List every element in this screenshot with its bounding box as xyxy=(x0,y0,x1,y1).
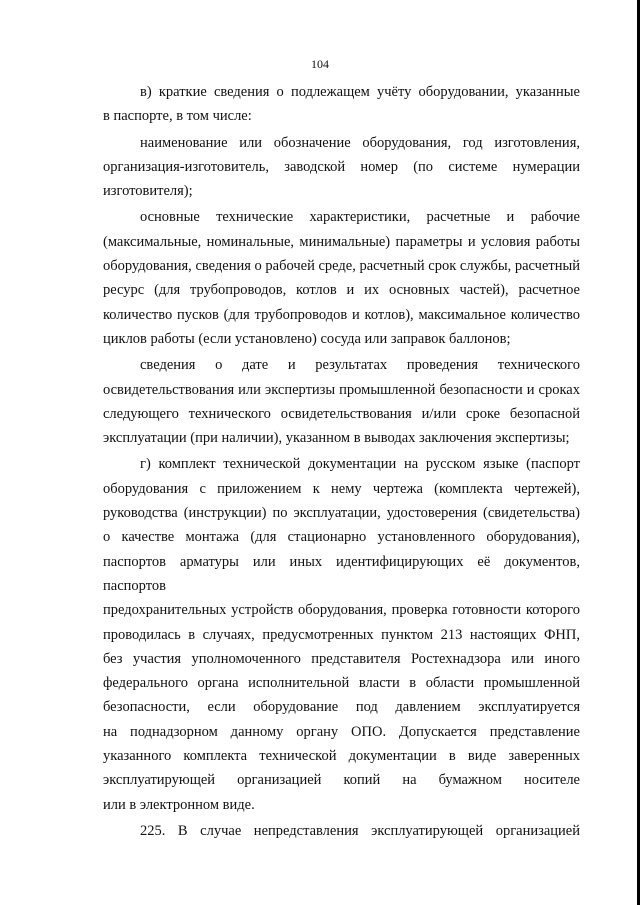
text-line-content: руководства (инструкции) по эксплуатации, удостоверения (свидетельства) xyxy=(103,505,580,522)
text-line-content: федерального органа исполнительной власти в области промышленной xyxy=(103,675,580,692)
text-line-content: оборудования, сведения о рабочей среде, расчетный срок службы, расчетный xyxy=(103,258,580,275)
text-line xyxy=(103,819,580,843)
text-line-content: в паспорте, в том числе: xyxy=(103,108,252,125)
text-line xyxy=(103,671,580,695)
text-line-content: предохранительных устройств оборудования, проверка готовности которого xyxy=(103,602,580,619)
text-line-content: основные технические характеристики, расчетные и рабочие xyxy=(140,209,580,226)
text-line xyxy=(103,131,580,155)
text-line-content: о качестве монтажа (для стационарно установленного оборудования), xyxy=(103,529,580,546)
text-line-content: оборудования с приложением к нему чертежа (комплекта чертежей), xyxy=(103,480,580,497)
text-line-content: сведения о дате и результатах проведения технического xyxy=(140,357,580,374)
text-line-content: паспортов арматуры или иных идентифицирующих её документов, паспортов xyxy=(103,553,580,594)
text-line-content: указанного комплекта технической документации в виде заверенных xyxy=(103,748,580,765)
text-line-content: эксплуатирующей организацией копий на бумажном носителе xyxy=(103,772,580,789)
text-line xyxy=(103,155,580,179)
text-line-content: количество пусков (для трубопроводов и котлов), максимальное количество xyxy=(103,306,580,323)
paragraph xyxy=(103,819,580,843)
text-line-content: изготовителя); xyxy=(103,183,193,200)
page-number: 104 xyxy=(311,57,329,71)
paragraph xyxy=(103,205,580,351)
text-line-content: (максимальные, номинальные, минимальные) параметры и условия работы xyxy=(103,233,580,250)
paragraph xyxy=(103,452,580,816)
text-line xyxy=(103,623,580,647)
document-body xyxy=(103,80,580,843)
text-line xyxy=(103,647,580,671)
text-line-content: безопасности, если оборудование под давлением эксплуатируется xyxy=(103,699,580,716)
text-line xyxy=(103,179,580,203)
text-line xyxy=(103,353,580,377)
paragraph xyxy=(103,131,580,204)
text-line xyxy=(103,525,580,549)
text-line xyxy=(103,744,580,768)
paragraph xyxy=(103,353,580,450)
text-line xyxy=(103,550,580,599)
paragraph xyxy=(103,80,580,129)
text-line-content: следующего технического освидетельствования и/или сроке безопасной xyxy=(103,405,580,422)
text-line xyxy=(103,402,580,426)
text-line xyxy=(103,378,580,402)
text-line xyxy=(103,501,580,525)
text-line-content: эксплуатации (при наличии), указанном в выводах заключения экспертизы; xyxy=(103,430,570,447)
text-line-content: наименование или обозначение оборудования, год изготовления, xyxy=(140,134,580,151)
text-line-content: проводилась в случаях, предусмотренных пунктом 213 настоящих ФНП, xyxy=(103,626,580,643)
text-line xyxy=(103,477,580,501)
text-line xyxy=(103,426,580,450)
text-line xyxy=(103,452,580,476)
text-line-content: ресурс (для трубопроводов, котлов и их основных частей), расчетное xyxy=(103,282,580,299)
text-line xyxy=(103,720,580,744)
text-line-content: циклов работы (если установлено) сосуда или заправок баллонов; xyxy=(103,330,511,347)
text-line xyxy=(103,768,580,792)
text-line xyxy=(103,205,580,229)
text-line xyxy=(103,695,580,719)
text-line-content: в) краткие сведения о подлежащем учёту оборудовании, указанные xyxy=(140,84,580,100)
text-line-content: 225. В случае непредставления эксплуатирующей организацией xyxy=(140,822,580,839)
text-line xyxy=(103,303,580,327)
text-line-content: или в электронном виде. xyxy=(103,796,255,813)
text-line xyxy=(103,104,580,128)
text-line xyxy=(103,793,580,817)
text-line xyxy=(103,598,580,622)
text-line-content: г) комплект технической документации на русском языке (паспорт xyxy=(140,456,580,473)
text-line-content: освидетельствования или экспертизы промышленной безопасности и сроках xyxy=(103,381,580,398)
text-line xyxy=(103,327,580,351)
text-line-content: организация-изготовитель, заводской номер (по системе нумерации xyxy=(103,158,580,175)
text-line xyxy=(103,278,580,302)
text-line-content: на поднадзорном данному органу ОПО. Допускается представление xyxy=(103,723,580,740)
text-line xyxy=(103,230,580,254)
text-line-content: без участия уполномоченного представителя Ростехнадзора или иного xyxy=(103,650,580,667)
text-line xyxy=(103,80,580,104)
text-line xyxy=(103,254,580,278)
